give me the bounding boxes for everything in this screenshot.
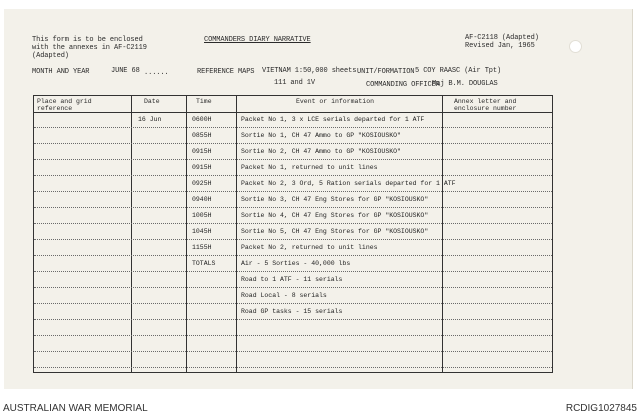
table-row — [34, 225, 552, 241]
table-row — [34, 241, 552, 257]
month-year-value: JUNE 68 — [111, 67, 140, 75]
commanding-value: Maj B.M. DOUGLAS — [432, 80, 498, 88]
unit-value: 5 COY RAASC (Air Tpt) — [415, 67, 502, 75]
reference-value-line2: 111 and 1V — [274, 79, 316, 87]
reference-label: REFERENCE MAPS — [197, 68, 255, 76]
time-cell: 0855H — [192, 132, 212, 139]
header-time: Time — [196, 98, 212, 105]
time-cell: 1045H — [192, 228, 212, 235]
time-cell: 0600H — [192, 116, 212, 123]
event-cell: Packet No 2, returned to unit lines — [241, 244, 378, 251]
table-row — [34, 273, 552, 289]
time-cell: TOTALS — [192, 260, 216, 267]
header-event: Event or information — [296, 98, 375, 105]
commanding-label: COMMANDING OFFICER — [366, 81, 440, 89]
form-note-line3: (Adapted) — [32, 52, 69, 60]
event-cell: Air - 5 Sorties - 40,000 lbs — [241, 260, 351, 267]
unit-label: UNIT/FORMATION — [357, 68, 415, 76]
table-row — [34, 257, 552, 273]
table-row — [34, 145, 552, 161]
table-row — [34, 321, 552, 337]
event-cell: Sortie No 2, CH 47 Ammo to GP "KOSIOUSKO" — [241, 148, 401, 155]
event-cell: Sortie No 1, CH 47 Ammo to GP "KOSIOUSKO" — [241, 132, 401, 139]
table-row — [34, 177, 552, 193]
reference-value: VIETNAM 1:50,000 sheets — [262, 67, 357, 75]
month-year-dots: ...... — [144, 69, 169, 77]
footer-source: AUSTRALIAN WAR MEMORIAL — [3, 403, 148, 414]
event-cell: Packet No 1, 3 x LCE serials departed for 1 ATF — [241, 116, 425, 123]
form-note-line1: This form is to be enclosed — [32, 36, 143, 44]
event-cell: Road Local - 8 serials — [241, 292, 327, 299]
time-cell: 1155H — [192, 244, 212, 251]
table-row — [34, 353, 552, 369]
time-cell: 0940H — [192, 196, 212, 203]
time-cell: 0925H — [192, 180, 212, 187]
event-cell: Sortie No 5, CH 47 Eng Stores for GP "KOSIOUSKO" — [241, 228, 429, 235]
table-row — [34, 209, 552, 225]
form-id: AF-C2118 (Adapted) — [465, 34, 539, 42]
diary-table — [33, 95, 553, 373]
event-cell: Sortie No 4, CH 47 Eng Stores for GP "KOSIOUSKO" — [241, 212, 429, 219]
table-row — [34, 337, 552, 353]
time-cell: 0915H — [192, 148, 212, 155]
event-cell: Sortie No 3, CH 47 Eng Stores for GP "KOSIOUSKO" — [241, 196, 429, 203]
table-row — [34, 193, 552, 209]
month-year-label: MONTH AND YEAR — [32, 68, 90, 76]
table-row — [34, 161, 552, 177]
form-note-line2: with the annexes in AF-C2119 — [32, 44, 147, 52]
footer-id: RCDIG1027845 — [565, 403, 637, 414]
time-cell: 1005H — [192, 212, 212, 219]
punch-hole — [569, 40, 582, 53]
table-row — [34, 305, 552, 321]
header-place: Place and grid reference — [37, 98, 92, 112]
archive-footer — [0, 397, 640, 417]
table-row — [34, 129, 552, 145]
header-date: Date — [144, 98, 160, 105]
event-cell: Packet No 1, returned to unit lines — [241, 164, 378, 171]
date-cell: 16 Jun — [138, 116, 162, 123]
time-cell: 0915H — [192, 164, 212, 171]
table-row — [34, 113, 552, 129]
form-revised: Revised Jan, 1965 — [465, 42, 535, 50]
event-cell: Road to 1 ATF - 11 serials — [241, 276, 343, 283]
header-annex: Annex letter and enclosure number — [454, 98, 517, 112]
event-cell: Packet No 2, 3 Ord, 5 Ration serials departed for 1 ATF — [241, 180, 456, 187]
table-row — [34, 289, 552, 305]
event-cell: Road GP tasks - 15 serials — [241, 308, 343, 315]
form-title: COMMANDERS DIARY NARRATIVE — [204, 36, 311, 44]
